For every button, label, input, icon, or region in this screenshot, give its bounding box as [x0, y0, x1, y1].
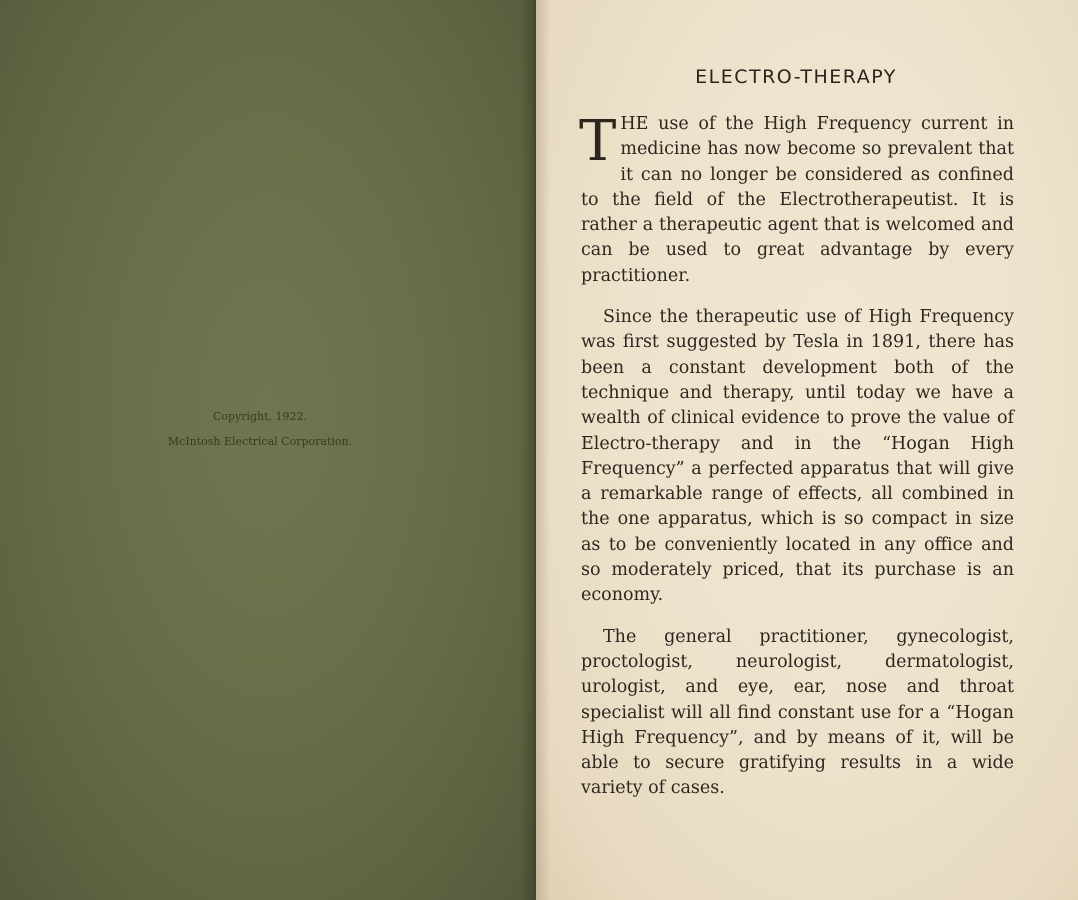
paragraph-3: The general practitioner, gynecologist, proctologist, neurologist, dermatologist, urologist, and eye, ear, nose and throat specialist will all find constant use for a “Hogan High Frequency”, and by means of it, will be able to secure gratifying results in a wide variety of cases.: [581, 626, 1014, 799]
paragraph-2: Since the therapeutic use of High Frequency was first suggested by Tesla in 1891, there has been a constant development both of the technique and therapy, until today we have a wealth of clinical evidence to prove the value of Electro-therapy and in the “Hogan High Frequency” a perfected apparatus that will give a remarkable range of effects, all combined in the one apparatus, which is so compact in size as to be conveniently located in any office and so moderately priced, that its purchase is an economy.: [581, 307, 1014, 606]
left-page: [0, 0, 534, 900]
copyright-block: [120, 404, 400, 454]
gutter-shadow: [520, 0, 536, 900]
corporation-line: McIntosh Electrical Corporation.: [167, 435, 353, 448]
paragraph-1-text: HE use of the High Frequency current in medicine has now become so prevalent that it can no longer be considered as confined to the field of the Electrotherapeutist. It is rather a therapeutic agent that is welcomed and can be used to great advantage by every practitioner.: [581, 114, 1014, 286]
paragraph-1: [579, 109, 1014, 289]
body-text: [579, 109, 1014, 818]
drop-cap: T: [579, 109, 617, 174]
copyright-line: Copyright, 1922.: [212, 410, 308, 423]
page-heading: ELECTRO-THERAPY: [695, 66, 897, 88]
right-page: [536, 0, 1078, 900]
